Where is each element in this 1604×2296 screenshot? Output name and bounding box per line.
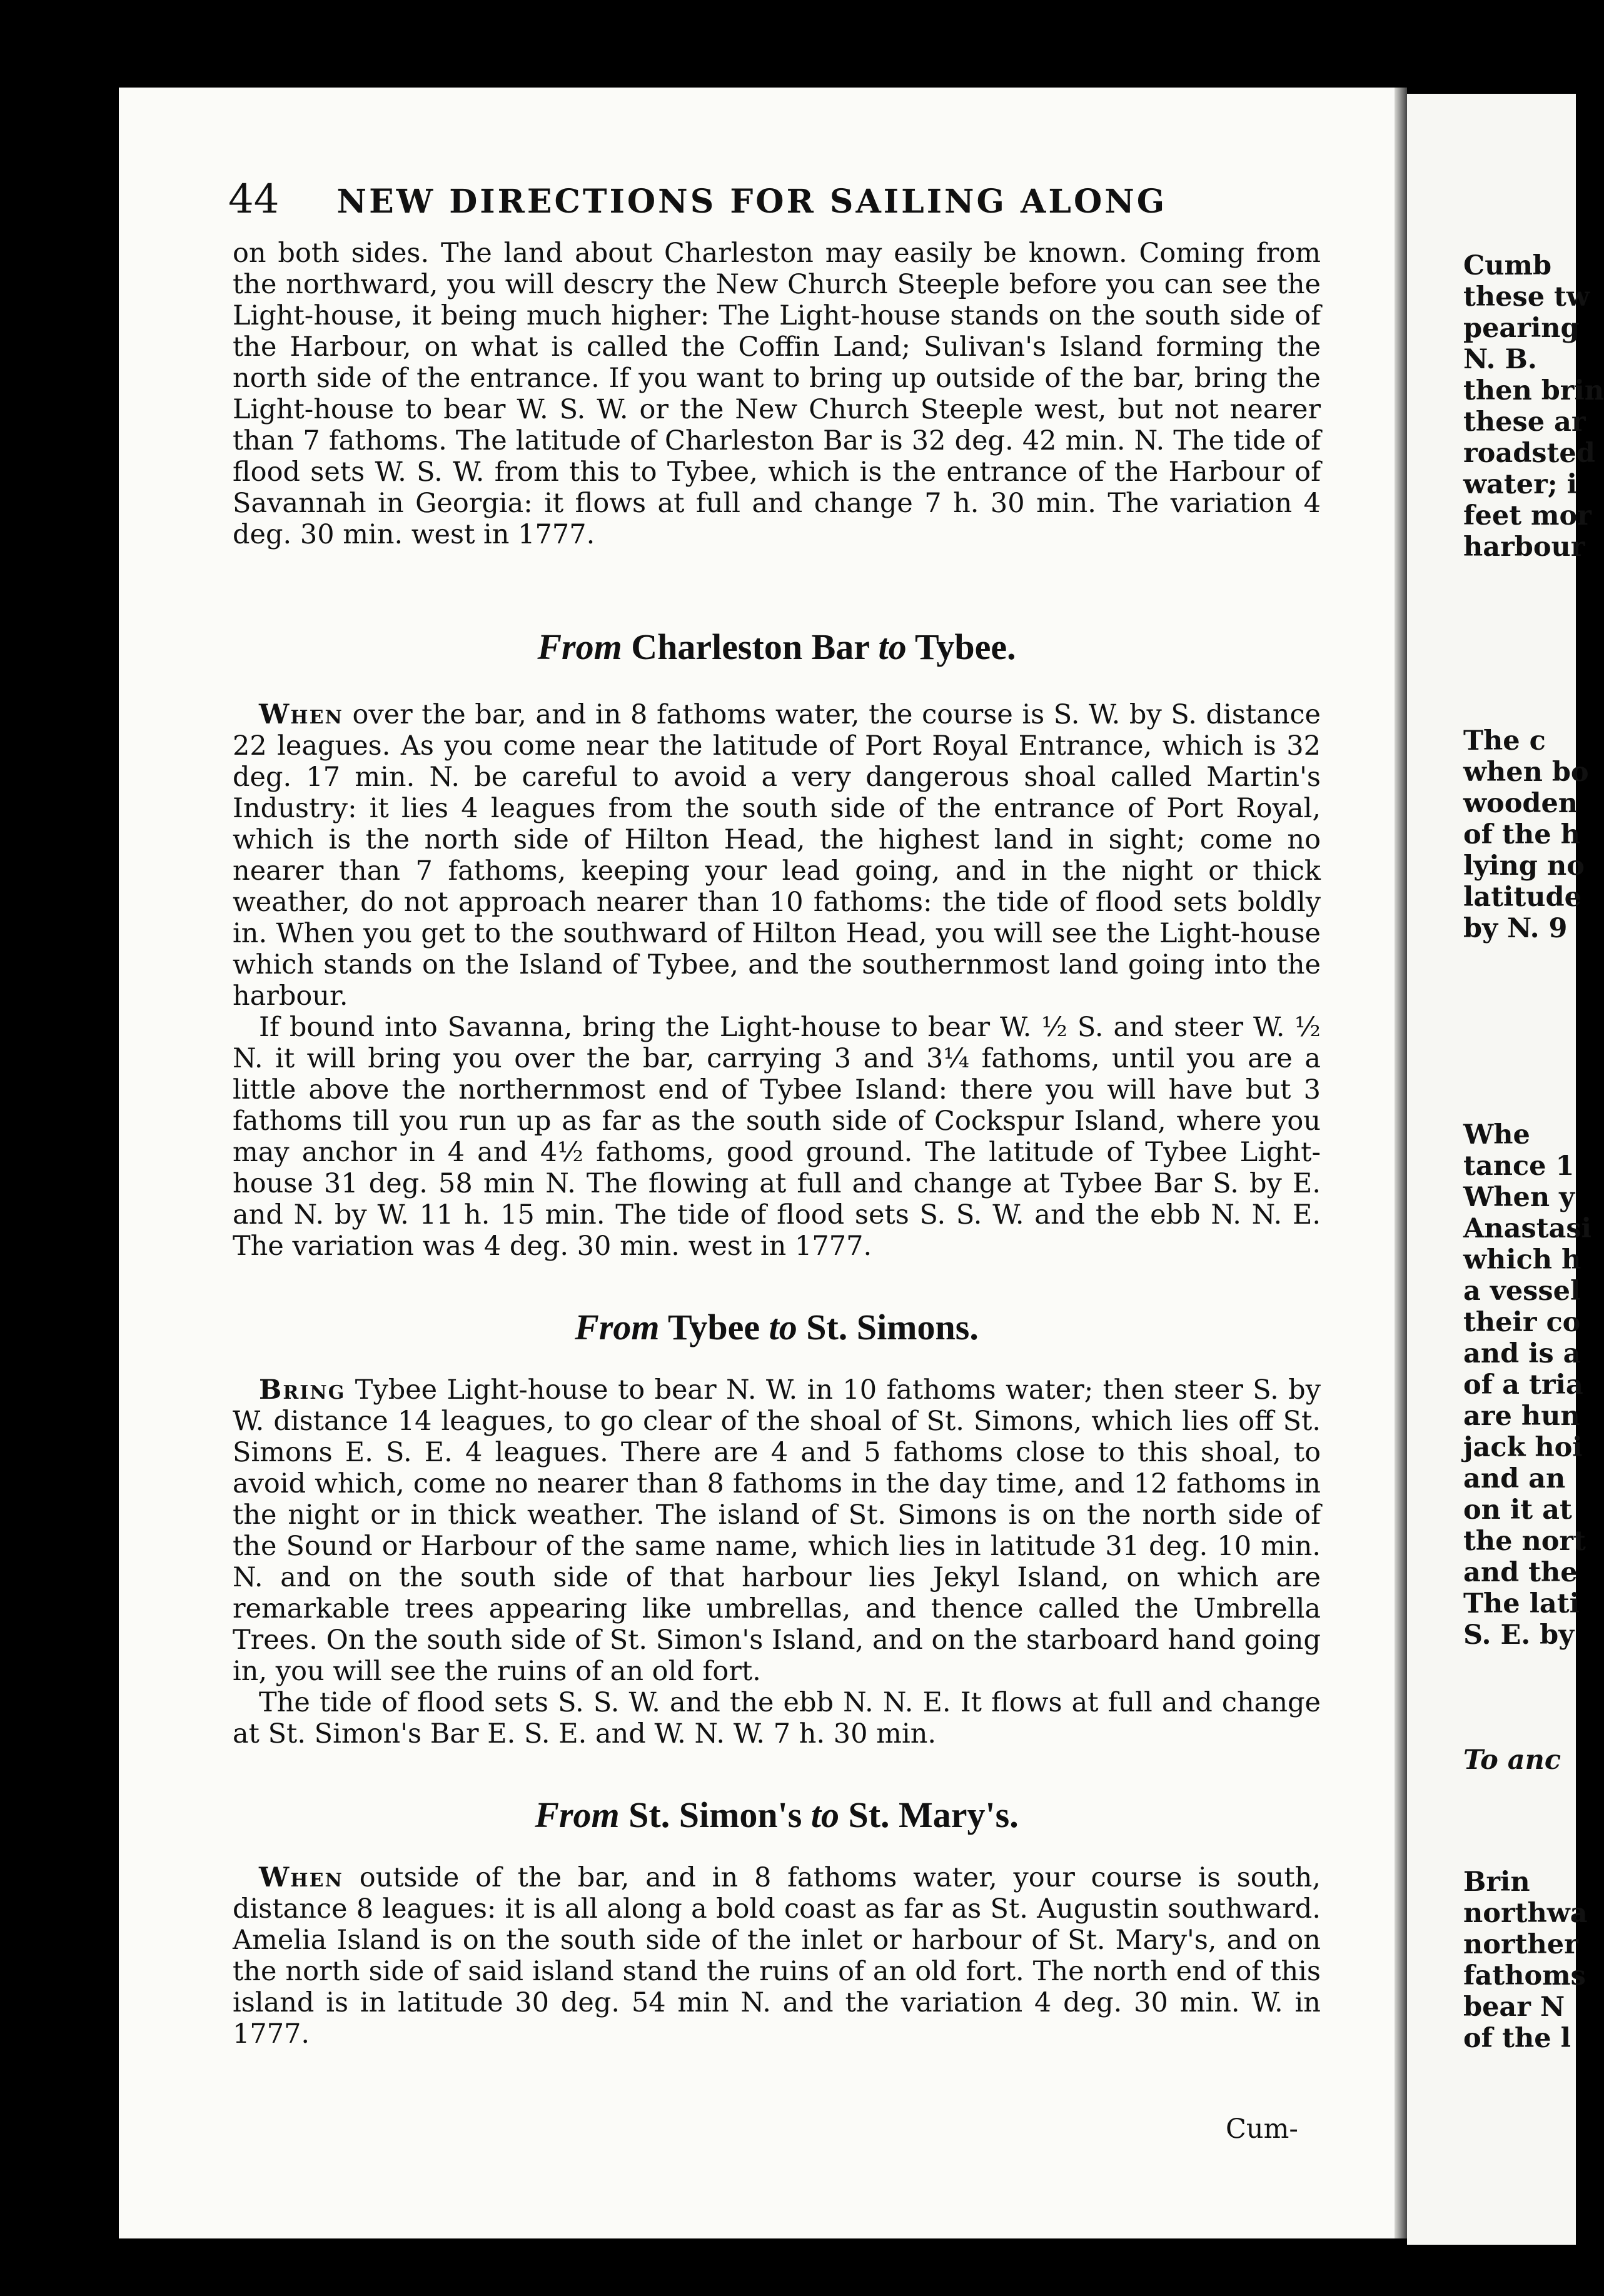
page-number: 44 [228, 176, 280, 223]
facing-page-line: S. E. by [1463, 1619, 1575, 1651]
facing-page-line: tance 1 [1463, 1151, 1575, 1182]
running-head [228, 176, 1329, 223]
section-heading-st-simons-st-marys: From St. Simon's to St. Mary's. [535, 1795, 1019, 1835]
facing-page-line: a vessel [1463, 1276, 1581, 1307]
facing-page-line: water; i [1463, 469, 1577, 500]
facing-page-line: wooden [1463, 788, 1578, 819]
facing-page-line: pearing [1463, 313, 1580, 344]
facing-page-line: then brin [1463, 375, 1604, 406]
section-paragraph: When outside of the bar, and in 8 fathoms water, your course is south, distance 8 leagues: it is all along a bold coast as far as St. Augustin southward. Amelia Island is on the south side of the inlet or harbour of St. Mary's, and on the north side of said island stand the ruins of an old fort. The north end of this island is in latitude 30 deg. 54 min N. and the variation 4 deg. 30 min. W. in 1777. [233, 1862, 1321, 2050]
section-heading-charleston-tybee: From Charleston Bar to Tybee. [537, 627, 1016, 667]
facing-page-line: of a tria [1463, 1369, 1583, 1401]
facing-page-line: Whe [1463, 1119, 1530, 1151]
section-paragraph: If bound into Savanna, bring the Light-house to bear W. ½ S. and steer W. ½ N. it will bring you over the bar, carrying 3 and 3¼ fathoms, until you are a little above the northernmost end of Tybee Island: there you will have but 3 fathoms till you run up as far as the south side of Cockspur Island, where you may anchor in 4 and 4½ fathoms, good ground. The latitude of Tybee Light-house 31 deg. 58 min N. The flowing at full and change at Tybee Bar S. by E. and N. by W. 11 h. 15 min. The tide of flood sets S. S. W. and the ebb N. N. E. The variation was 4 deg. 30 min. west in 1777. [233, 1012, 1321, 1262]
facing-page-line: N. B. [1463, 344, 1537, 375]
facing-page-line: roadsted [1463, 438, 1595, 469]
facing-page-line: these tw [1463, 281, 1590, 313]
facing-page-line: bear N [1463, 1991, 1565, 2023]
facing-page-line: their co [1463, 1307, 1581, 1338]
facing-page-line: jack hoi [1463, 1432, 1583, 1463]
facing-page-line: and is a [1463, 1338, 1581, 1369]
facing-page-line: latitude [1463, 882, 1581, 913]
facing-page-line: which h [1463, 1244, 1581, 1276]
facing-page-line: lying no [1463, 850, 1585, 882]
facing-page-line: When y [1463, 1182, 1575, 1213]
facing-page-line: these ar [1463, 406, 1586, 438]
facing-page-line: Anastasi [1463, 1213, 1591, 1244]
facing-page-line: feet mor [1463, 500, 1591, 531]
section-paragraph: The tide of flood sets S. S. W. and the ebb N. N. E. It flows at full and change at St. Simon's Bar E. S. E. and W. N. W. 7 h. 30 min. [233, 1687, 1321, 1750]
page-gutter [1395, 88, 1407, 2238]
facing-page-line: fathoms [1463, 1960, 1586, 1991]
facing-page-line: Brin [1463, 1866, 1530, 1898]
facing-page-line: the nort [1463, 1526, 1586, 1557]
section-paragraph: When over the bar, and in 8 fathoms water, the course is S. W. by S. distance 22 leagues. As you come near the latitude of Port Royal Entrance, which is 32 deg. 17 min. N. be careful to avoid a very dangerous shoal called Martin's Industry: it lies 4 leagues from the south side of the entrance of Port Royal, which is the north side of Hilton Head, the highest land in sight; come no nearer than 7 fathoms, keeping your lead going, and in the night or thick weather, do not approach nearer than 10 fathoms: the tide of flood sets boldly in. When you get to the southward of Hilton Head, you will see the Light-house which stands on the Island of Tybee, and the southernmost land going into the harbour. [233, 699, 1321, 1012]
intro-paragraph: on both sides. The land about Charleston may easily be known. Coming from the northward, you will descry the New Church Steeple before you can see the Light-house, it being much higher: The Light-house stands on the south side of the Harbour, on what is called the Coffin Land; Sulivan's Island forming the north side of the entrance. If you want to bring up outside of the bar, bring the Light-house to bear W. S. W. or the New Church Steeple west, but not nearer than 7 fathoms. The latitude of Charleston Bar is 32 deg. 42 min. N. The tide of flood sets W. S. W. from this to Tybee, which is the entrance of the Harbour of Savannah in Georgia: it flows at full and change 7 h. 30 min. The variation 4 deg. 30 min. west in 1777. [233, 238, 1321, 550]
facing-page-line: The c [1463, 725, 1546, 757]
scan-background-left [0, 0, 94, 2296]
facing-page-line: are hun [1463, 1401, 1580, 1432]
facing-page-line: harbour [1463, 531, 1585, 563]
facing-page-line: of the h [1463, 819, 1580, 850]
facing-page-line: norther [1463, 1929, 1578, 1960]
section-heading-tybee-st-simons: From Tybee to St. Simons. [575, 1307, 979, 1347]
facing-page-line: on it at [1463, 1494, 1572, 1526]
facing-page-line: Cumb [1463, 250, 1552, 281]
running-title: NEW DIRECTIONS FOR SAILING ALONG [336, 183, 1168, 221]
facing-page-line: To anc [1463, 1745, 1561, 1776]
facing-page-line: when bo [1463, 757, 1589, 788]
catchword: Cum- [1226, 2113, 1298, 2145]
section-paragraph: Bring Tybee Light-house to bear N. W. in 10 fathoms water; then steer S. by W. distance 14 leagues, to go clear of the shoal of St. Simons, which lies off St. Simons E. S. E. 4 leagues. There are 4 and 5 fathoms close to this shoal, to avoid which, come no nearer than 8 fathoms in the day time, and 12 fathoms in the night or in thick weather. The island of St. Simons is on the north side of the Sound or Harbour of the same name, which lies in latitude 31 deg. 10 min. N. and on the south side of that harbour lies Jekyl Island, on which are remarkable trees appearing like umbrellas, and thence called the Umbrella Trees. On the south side of St. Simon's Island, and on the starboard hand going in, you will see the ruins of an old fort. [233, 1374, 1321, 1687]
facing-page-line: northwa [1463, 1898, 1588, 1929]
facing-page-line: The lati [1463, 1588, 1580, 1619]
facing-page-line: by N. 9 [1463, 913, 1568, 944]
facing-page-line: of the l [1463, 2023, 1571, 2054]
facing-page-line: and the [1463, 1557, 1578, 1588]
facing-page-line: and an [1463, 1463, 1566, 1494]
main-text [233, 238, 1321, 2050]
